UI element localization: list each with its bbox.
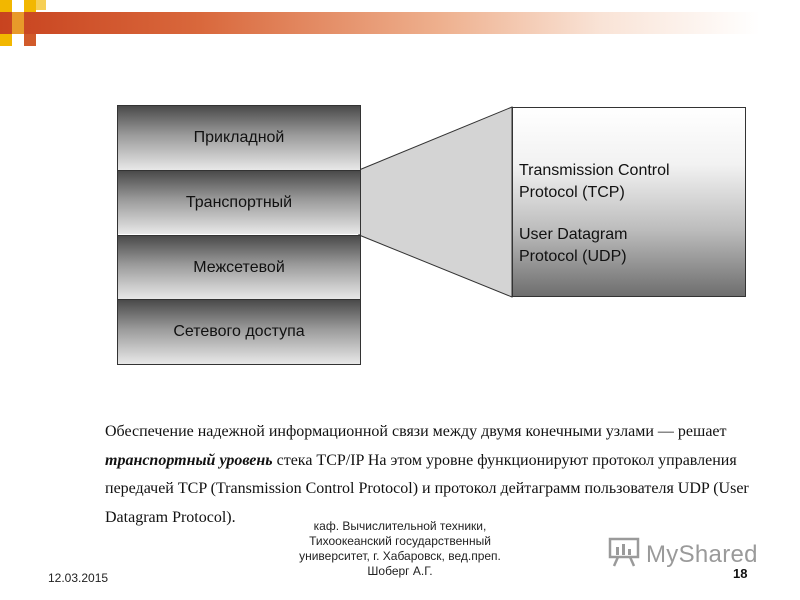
protocol-tcp xyxy=(519,160,745,204)
layer-network-access: Сетевого доступа xyxy=(118,299,360,364)
myshared-logo xyxy=(608,537,758,572)
footer-line: университет, г. Хабаровск, вед.преп. xyxy=(299,549,501,563)
paragraph-text-end: стека TCP/IP На этом уровне функционируют протокол управления передачей TCP (Transmission Control Protocol) и протокол дейтаграмм пользователя UDP (User Datagram Protocol). xyxy=(105,451,749,526)
footer-date: 12.03.2015 xyxy=(48,571,109,585)
presentation-board-icon xyxy=(608,537,640,572)
tcpip-layer-stack xyxy=(117,105,361,365)
protocol-udp-line2: Protocol (UDP) xyxy=(519,248,627,265)
footer-affiliation xyxy=(280,519,520,579)
transport-protocols-box xyxy=(512,107,746,297)
footer-line: Шоберг А.Г. xyxy=(367,564,433,578)
layer-application: Прикладной xyxy=(118,106,360,170)
footer-line: каф. Вычислительной техники, xyxy=(313,519,487,533)
layer-internet: Межсетевой xyxy=(118,235,360,299)
protocol-tcp-line2: Protocol (TCP) xyxy=(519,184,625,201)
protocol-tcp-line1: Transmission Control xyxy=(519,162,670,179)
footer-line: Тихоокеанский государственный xyxy=(309,534,491,548)
layer-transport: Транспортный xyxy=(118,170,360,234)
protocol-udp-line1: User Datagram xyxy=(519,226,628,243)
paragraph-text-start: Обеспечение надежной информационной связи между двумя конечными узлами — решает xyxy=(105,423,727,440)
description-paragraph xyxy=(105,418,765,532)
paragraph-emphasis: транспортный уровень xyxy=(105,451,273,469)
page-number: 18 xyxy=(733,566,748,581)
protocol-udp xyxy=(519,224,745,268)
logo-text: MyShared xyxy=(646,540,758,568)
